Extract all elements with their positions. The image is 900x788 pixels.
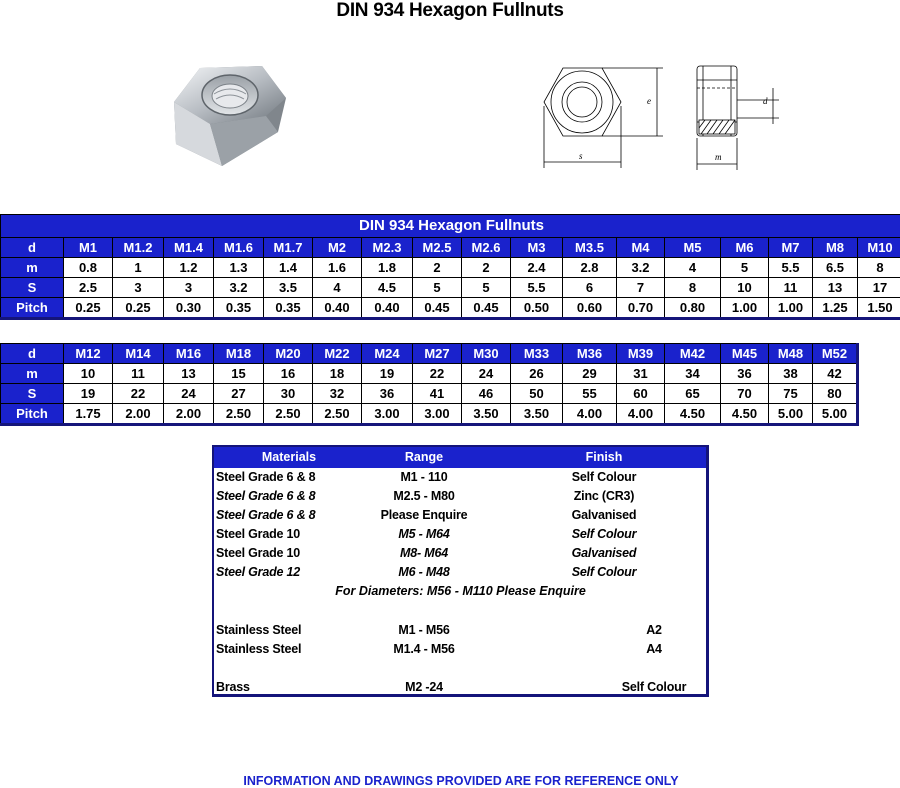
table-cell: 36 [362, 384, 413, 404]
table-cell: 0.60 [563, 298, 617, 319]
material-row [214, 506, 707, 525]
material-name: Stainless Steel [216, 623, 302, 637]
row-label: Pitch [1, 298, 64, 319]
size-header-cell: M7 [769, 238, 813, 258]
table-cell: 3.2 [214, 278, 264, 298]
material-finish: Self Colour [571, 527, 637, 541]
dim-label-m: m [715, 152, 722, 162]
size-header-cell: M48 [769, 344, 813, 364]
size-header-cell: M45 [721, 344, 769, 364]
table-cell: 16 [264, 364, 313, 384]
size-header-row [1, 238, 900, 258]
dim-label-d: d [763, 96, 768, 106]
table-cell: 10 [64, 364, 113, 384]
table-cell: 8 [858, 258, 900, 278]
table-cell: 0.50 [511, 298, 563, 319]
table-cell: 19 [64, 384, 113, 404]
size-header-cell: M1.2 [113, 238, 164, 258]
materials-table [212, 445, 709, 697]
material-range: M1 - 110 [400, 470, 448, 484]
table-cell: 50 [511, 384, 563, 404]
table-cell: 2 [413, 258, 462, 278]
table-cell: 75 [769, 384, 813, 404]
header-finish: Finish [585, 450, 623, 464]
size-header-cell: M2.3 [362, 238, 413, 258]
table-cell: 4.00 [617, 404, 665, 425]
table-cell: 36 [721, 364, 769, 384]
table-cell: 3.2 [617, 258, 665, 278]
material-range: M1 - M56 [398, 623, 450, 637]
table-cell: 46 [462, 384, 511, 404]
table-cell: 1.3 [214, 258, 264, 278]
table-cell: 1.6 [313, 258, 362, 278]
table-cell: 24 [462, 364, 511, 384]
table-cell: 2.50 [313, 404, 362, 425]
table-cell: 0.35 [264, 298, 313, 319]
table-cell: 5.5 [511, 278, 563, 298]
table-cell: 30 [264, 384, 313, 404]
table-cell: 4.5 [362, 278, 413, 298]
table-cell: 0.25 [113, 298, 164, 319]
material-row [214, 525, 707, 544]
size-header-cell: M52 [813, 344, 858, 364]
table-cell: 70 [721, 384, 769, 404]
size-header-cell: M2 [313, 238, 362, 258]
table-cell: 10 [721, 278, 769, 298]
table-cell: 0.40 [313, 298, 362, 319]
size-header-cell: M22 [313, 344, 362, 364]
size-header-cell: M1.6 [214, 238, 264, 258]
dim-label-e: e [647, 96, 651, 106]
table-cell: 15 [214, 364, 264, 384]
table-cell: 3.00 [362, 404, 413, 425]
table-cell: 5 [721, 258, 769, 278]
table-cell: 2 [462, 258, 511, 278]
material-row [214, 544, 707, 563]
table-cell: 6 [563, 278, 617, 298]
table-cell: 24 [164, 384, 214, 404]
table-cell: 5 [462, 278, 511, 298]
table-cell: 0.45 [462, 298, 511, 319]
size-header-cell: M6 [721, 238, 769, 258]
material-row [214, 678, 707, 697]
table-cell: 2.5 [64, 278, 113, 298]
material-finish: Zinc (CR3) [573, 489, 635, 503]
table-cell: 13 [813, 278, 858, 298]
table-cell: 0.80 [665, 298, 721, 319]
table-cell: 8 [665, 278, 721, 298]
table-cell: 34 [665, 364, 721, 384]
size-header-cell: M12 [64, 344, 113, 364]
table-cell: 0.40 [362, 298, 413, 319]
table-cell: 3 [164, 278, 214, 298]
material-finish: Galvanised [571, 508, 637, 522]
size-header-cell: M30 [462, 344, 511, 364]
size-header-cell: M3 [511, 238, 563, 258]
row-label: d [1, 344, 64, 364]
material-row [214, 621, 707, 640]
size-header-row [1, 344, 858, 364]
header-range: Range [404, 450, 444, 464]
size-header-cell: M3.5 [563, 238, 617, 258]
size-header-cell: M39 [617, 344, 665, 364]
size-header-cell: M14 [113, 344, 164, 364]
material-row [214, 640, 707, 659]
dim-label-s: s [579, 151, 583, 161]
table-cell: 13 [164, 364, 214, 384]
size-header-cell: M42 [665, 344, 721, 364]
size-header-cell: M1 [64, 238, 113, 258]
material-row [214, 468, 707, 487]
reference-disclaimer: INFORMATION AND DRAWINGS PROVIDED ARE FOR REFERENCE ONLY [243, 774, 679, 788]
material-range: M6 - M48 [398, 565, 450, 579]
page-title: DIN 934 Hexagon Fullnuts [336, 0, 564, 21]
table-cell: 4.50 [721, 404, 769, 425]
size-header-cell: M8 [813, 238, 858, 258]
material-finish: Self Colour [621, 680, 687, 694]
material-finish: Self Colour [571, 565, 637, 579]
table-cell: 2.4 [511, 258, 563, 278]
material-name: Steel Grade 10 [216, 527, 301, 541]
material-name: Steel Grade 12 [216, 565, 301, 579]
table-cell: 5 [413, 278, 462, 298]
table-cell: 3.5 [264, 278, 313, 298]
size-header-cell: M16 [164, 344, 214, 364]
row-label: S [1, 384, 64, 404]
material-range: M5 - M64 [398, 527, 450, 541]
material-finish: Self Colour [571, 470, 637, 484]
material-name: Steel Grade 10 [216, 546, 301, 560]
size-header-cell: M1.4 [164, 238, 214, 258]
diameter-note: For Diameters: M56 - M110 Please Enquire [335, 584, 586, 598]
material-finish: A4 [646, 642, 662, 656]
size-header-cell: M1.7 [264, 238, 313, 258]
material-name: Steel Grade 6 & 8 [216, 508, 316, 522]
material-range: M2.5 - M80 [393, 489, 455, 503]
table-cell: 17 [858, 278, 900, 298]
table-cell: 41 [413, 384, 462, 404]
table-cell: 0.8 [64, 258, 113, 278]
table-cell: 1.00 [769, 298, 813, 319]
material-row [214, 563, 707, 582]
table-row [1, 384, 858, 404]
size-header-cell: M24 [362, 344, 413, 364]
row-label: S [1, 278, 64, 298]
row-label: m [1, 258, 64, 278]
table-cell: 80 [813, 384, 858, 404]
size-header-cell: M5 [665, 238, 721, 258]
table-caption: DIN 934 Hexagon Fullnuts [1, 215, 900, 238]
material-finish: A2 [646, 623, 662, 637]
table-cell: 0.45 [413, 298, 462, 319]
table-cell: 65 [665, 384, 721, 404]
material-name: Steel Grade 6 & 8 [216, 470, 316, 484]
table-cell: 11 [113, 364, 164, 384]
table-cell: 0.25 [64, 298, 113, 319]
hex-nut-photo [170, 62, 288, 170]
table-cell: 2.00 [113, 404, 164, 425]
table-cell: 55 [563, 384, 617, 404]
size-header-cell: M20 [264, 344, 313, 364]
table-cell: 4 [665, 258, 721, 278]
table-cell: 32 [313, 384, 362, 404]
table-row [1, 278, 900, 298]
size-header-cell: M33 [511, 344, 563, 364]
table-cell: 1.00 [721, 298, 769, 319]
table-cell: 22 [113, 384, 164, 404]
table-cell: 4.50 [665, 404, 721, 425]
table-cell: 3.00 [413, 404, 462, 425]
spec-table-m1-m10 [0, 214, 900, 320]
size-header-cell: M18 [214, 344, 264, 364]
size-header-cell: M4 [617, 238, 665, 258]
table-cell: 18 [313, 364, 362, 384]
table-cell: 3.50 [511, 404, 563, 425]
table-row [1, 298, 900, 319]
material-row [214, 487, 707, 506]
header-materials: Materials [261, 450, 317, 464]
size-header-cell: M36 [563, 344, 617, 364]
table-cell: 0.30 [164, 298, 214, 319]
table-cell: 2.50 [214, 404, 264, 425]
table-cell: 19 [362, 364, 413, 384]
table-cell: 2.50 [264, 404, 313, 425]
table-cell: 0.70 [617, 298, 665, 319]
material-range: M1.4 - M56 [393, 642, 455, 656]
table-cell: 1.75 [64, 404, 113, 425]
table-cell: 11 [769, 278, 813, 298]
table-cell: 5.5 [769, 258, 813, 278]
table-cell: 0.35 [214, 298, 264, 319]
table-cell: 2.8 [563, 258, 617, 278]
material-range: Please Enquire [380, 508, 468, 522]
table-cell: 2.00 [164, 404, 214, 425]
table-cell: 1.50 [858, 298, 900, 319]
table-cell: 4.00 [563, 404, 617, 425]
row-label: Pitch [1, 404, 64, 425]
table-row [1, 258, 900, 278]
table-row [1, 404, 858, 425]
size-header-cell: M2.6 [462, 238, 511, 258]
table-cell: 1.2 [164, 258, 214, 278]
table-cell: 38 [769, 364, 813, 384]
table-cell: 1.4 [264, 258, 313, 278]
material-finish: Galvanised [571, 546, 637, 560]
material-name: Steel Grade 6 & 8 [216, 489, 316, 503]
table-row [1, 364, 858, 384]
table-cell: 6.5 [813, 258, 858, 278]
material-name: Stainless Steel [216, 642, 302, 656]
size-header-cell: M10 [858, 238, 900, 258]
table-cell: 27 [214, 384, 264, 404]
table-cell: 5.00 [769, 404, 813, 425]
row-label: m [1, 364, 64, 384]
size-header-cell: M27 [413, 344, 462, 364]
table-cell: 29 [563, 364, 617, 384]
table-cell: 60 [617, 384, 665, 404]
material-name: Brass [216, 680, 250, 694]
material-range: M2 -24 [405, 680, 443, 694]
table-cell: 22 [413, 364, 462, 384]
table-cell: 1 [113, 258, 164, 278]
table-cell: 42 [813, 364, 858, 384]
table-cell: 1.25 [813, 298, 858, 319]
row-label: d [1, 238, 64, 258]
table-cell: 31 [617, 364, 665, 384]
table-cell: 26 [511, 364, 563, 384]
material-range: M8- M64 [400, 546, 448, 560]
table-cell: 1.8 [362, 258, 413, 278]
table-cell: 7 [617, 278, 665, 298]
table-cell: 4 [313, 278, 362, 298]
materials-header [214, 447, 706, 468]
table-cell: 5.00 [813, 404, 858, 425]
spec-table-m12-m52 [0, 343, 859, 426]
table-cell: 3.50 [462, 404, 511, 425]
table-cell: 3 [113, 278, 164, 298]
size-header-cell: M2.5 [413, 238, 462, 258]
technical-drawing [535, 58, 795, 180]
